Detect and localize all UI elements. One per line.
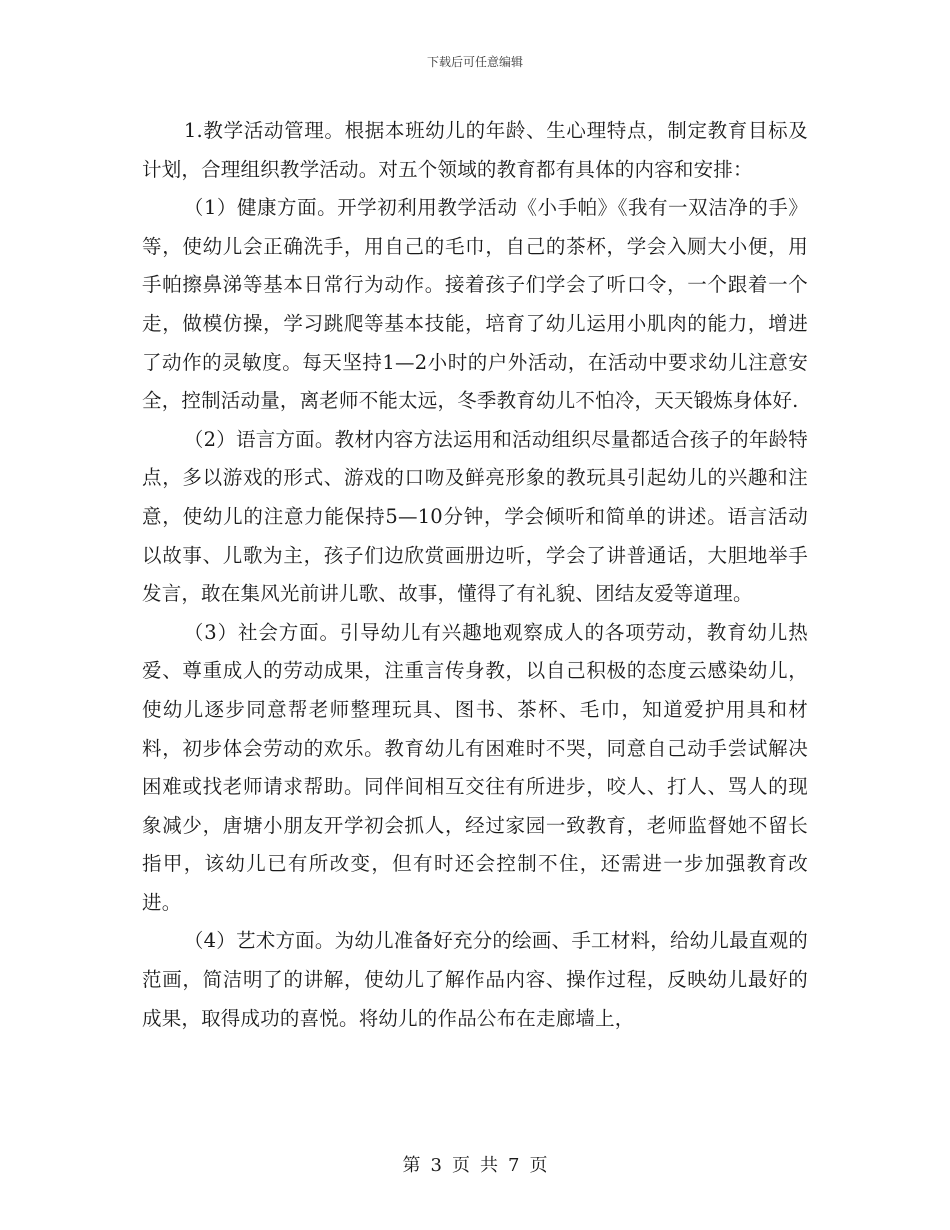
paragraph-teaching-management: 1.教学活动管理。根据本班幼儿的年龄、生心理特点，制定教育目标及计划，合理组织教学活动。对五个领域的教育都有具体的内容和安排：	[142, 119, 808, 181]
header-note: 下载后可任意编辑	[426, 55, 523, 69]
footer-label-total: 共	[480, 1155, 498, 1176]
footer-label-unit-end: 页	[529, 1155, 548, 1176]
page-footer	[0, 1155, 950, 1177]
document-body	[142, 112, 808, 1038]
footer-current-page: 3	[430, 1155, 442, 1176]
page-header	[0, 54, 950, 70]
paragraph-language: （2）语言方面。教材内容方法运用和活动组织尽量都适合孩子的年龄特点，多以游戏的形式、游戏的口吻及鲜亮形象的教玩具引起幼儿的兴趣和注意，使幼儿的注意力能保持5—10分钟，学会倾听和简单的讲述。语言活动以故事、儿歌为主，孩子们边欣赏画册边听，学会了讲普通话，大胆地举手发言，敢在集风光前讲儿歌、故事，懂得了有礼貌、团结友爱等道理。	[142, 427, 808, 606]
footer-total-pages: 7	[508, 1155, 520, 1176]
footer-label-unit: 页	[452, 1155, 470, 1176]
paragraph-social: （3）社会方面。引导幼儿有兴趣地观察成人的各项劳动，教育幼儿热爱、尊重成人的劳动成果，注重言传身教，以自己积极的态度云感染幼儿，使幼儿逐步同意帮老师整理玩具、图书、茶杯、毛巾，知道爱护用具和材料，初步体会劳动的欢乐。教育幼儿有困难时不哭，同意自己动手尝试解决困难或找老师请求帮助。同伴间相互交往有所进步，咬人、打人、骂人的现象减少，唐塘小朋友开学初会抓人，经过家园一致教育，老师监督她不留长指甲，该幼儿已有所改变，但有时还会控制不住，还需进一步加强教育改进。	[142, 620, 808, 914]
footer-label-page: 第	[402, 1155, 421, 1176]
paragraph-art: （4）艺术方面。为幼儿准备好充分的绘画、手工材料，给幼儿最直观的范画，简洁明了的讲解，使幼儿了解作品内容、操作过程，反映幼儿最好的成果，取得成功的喜悦。将幼儿的作品公布在走廊墙上，	[142, 929, 808, 1030]
paragraph-health: （1）健康方面。开学初利用教学活动《小手帕》《我有一双洁净的手》等，使幼儿会正确洗手，用自己的毛巾，自己的茶杯，学会入厕大小便，用手帕擦鼻涕等基本日常行为动作。接着孩子们学会了听口令，一个跟着一个走，做模仿操，学习跳爬等基本技能，培育了幼儿运用小肌肉的能力，增进了动作的灵敏度。每天坚持1—2小时的户外活动，在活动中要求幼儿注意安全，控制活动量，离老师不能太远，冬季教育幼儿不怕冷，天天锻炼身体好.	[142, 196, 808, 413]
